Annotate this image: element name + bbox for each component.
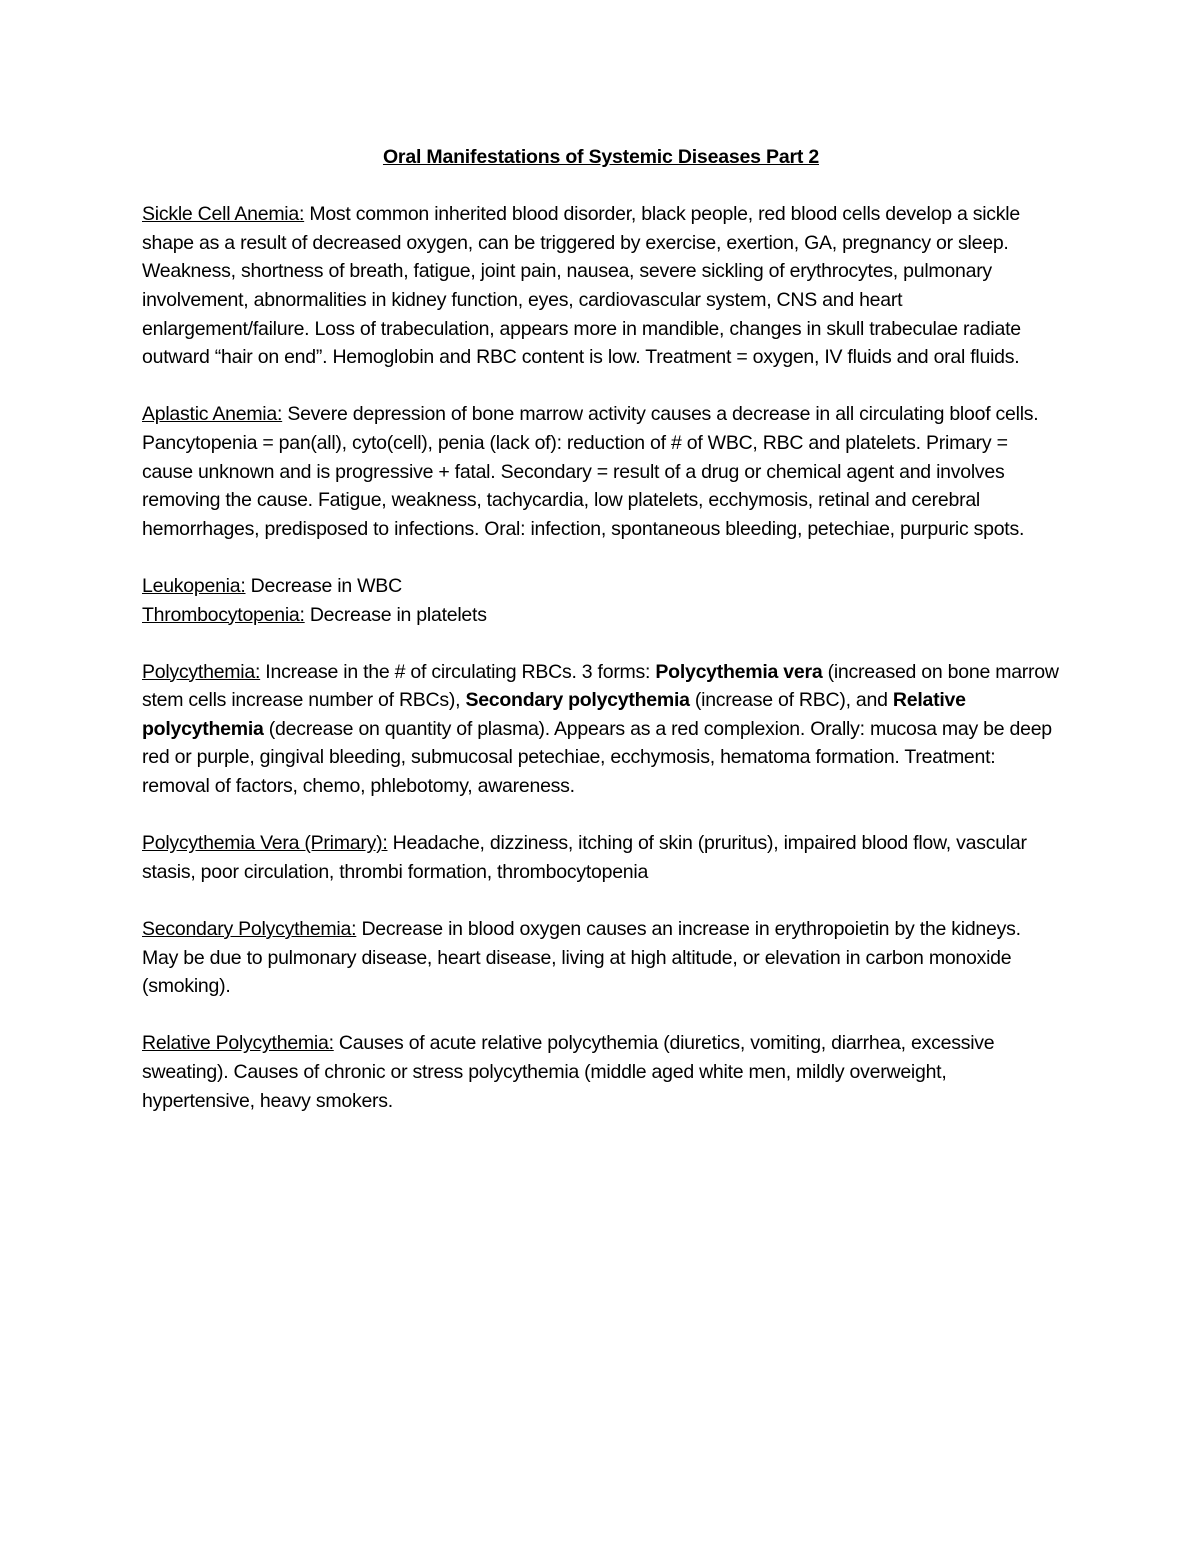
section-term: Secondary Polycythemia: xyxy=(142,918,357,941)
section-term: Sickle Cell Anemia: xyxy=(142,203,305,226)
section-text: Most common inherited blood disorder, black people, red blood cells develop a sickle shape as a result of decreased oxygen, can be triggered by exercise, exertion, GA, pregnancy or sleep. Weakness, shortness of breath, fatigue, joint pain, nausea, severe sickling of erythrocytes, pulmonary involvement, abnormalities in kidney function, eyes, cardiovascular system, CNS and heart enlargement/failure. Loss of trabeculation, appears more in mandible, changes in skull trabeculae radiate outward “hair on end”. Hemoglobin and RBC content is low. Treatment = oxygen, IV fluids and oral fluids. xyxy=(142,203,1021,369)
document-body xyxy=(142,143,1060,1144)
section-term: Polycythemia: xyxy=(142,660,261,683)
section-bold-term: Secondary polycythemia xyxy=(465,689,690,712)
section-text: Decrease in WBC xyxy=(245,574,402,597)
section-bold-term: Polycythemia vera xyxy=(655,660,823,683)
section-term: Relative Polycythemia: xyxy=(142,1032,334,1055)
section-relative-polycythemia xyxy=(142,1029,1060,1115)
section-text: Headache, dizziness, itching of skin (pruritus), impaired blood flow, vascular stasis, poor circulation, thrombi formation, thrombocytopenia xyxy=(142,832,1027,883)
document-title: Oral Manifestations of Systemic Diseases Part 2 xyxy=(382,146,820,168)
section-polycythemia xyxy=(142,658,1060,801)
section-bold-term: Relative polycythemia xyxy=(142,689,966,740)
section-text: Increase in the # of circulating RBCs. 3 forms: xyxy=(260,660,656,683)
section-polycythemia-vera xyxy=(142,829,1060,886)
section-text: (increased on bone marrow stem cells increase number of RBCs), xyxy=(142,660,1059,712)
section-sickle-cell-anemia xyxy=(142,200,1060,372)
section-term: Leukopenia: xyxy=(142,574,246,597)
section-text: (increase of RBC), and xyxy=(689,689,893,712)
section-term: Polycythemia Vera (Primary): xyxy=(142,832,388,855)
section-text: Decrease in blood oxygen causes an increase in erythropoietin by the kidneys. May be due to pulmonary disease, heart disease, living at high altitude, or elevation in carbon monoxide (smoking). xyxy=(142,918,1021,998)
section-secondary-polycythemia xyxy=(142,915,1060,1001)
section-leukopenia xyxy=(142,572,1060,601)
section-text: Severe depression of bone marrow activity causes a decrease in all circulating bloof cells. Pancytopenia = pan(all), cyto(cell), penia (lack of): reduction of # of WBC, RBC and platelets. Primary = cause unknown and is progressive + fatal. Secondary = result of a drug or chemical agent and involves removing the cause. Fatigue, weakness, tachycardia, low platelets, ecchymosis, retinal and cerebral hemorrhages, predisposed to infections. Oral: infection, spontaneous bleeding, petechiae, purpuric spots. xyxy=(142,403,1039,540)
section-thrombocytopenia xyxy=(142,601,1060,630)
section-term: Thrombocytopenia: xyxy=(142,603,305,626)
section-text: Decrease in platelets xyxy=(304,603,487,626)
section-text: Causes of acute relative polycythemia (diuretics, vomiting, diarrhea, excessive sweating). Causes of chronic or stress polycythemia (middle aged white men, mildly overweight, hypertensive, heavy smokers. xyxy=(142,1032,995,1112)
section-text: (decrease on quantity of plasma). Appears as a red complexion. Orally: mucosa may be deep red or purple, gingival bleeding, submucosal petechiae, ecchymosis, hematoma formation. Treatment: removal of factors, chemo, phlebotomy, awareness. xyxy=(142,717,1052,798)
section-aplastic-anemia xyxy=(142,400,1060,543)
section-term: Aplastic Anemia: xyxy=(142,403,283,426)
